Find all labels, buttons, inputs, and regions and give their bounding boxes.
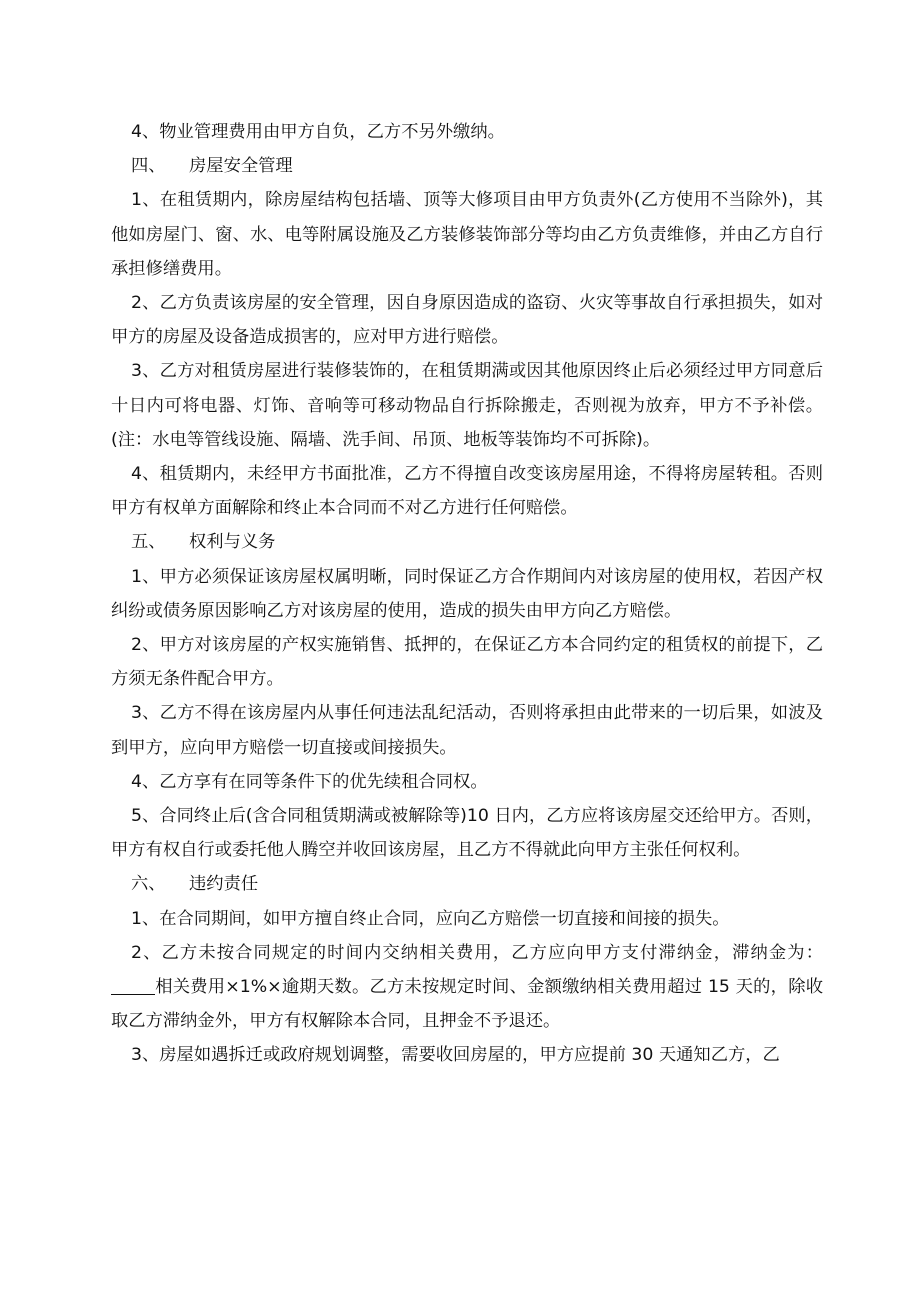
section-number: 六、 (131, 874, 166, 895)
section-5-heading (111, 525, 823, 559)
section-4-clause-4: 4、租赁期内，未经甲方书面批准，乙方不得擅自改变该房屋用途，不得将房屋转租。否则甲方有权单方面解除和终止本合同而不对乙方进行任何赔偿。 (111, 464, 823, 519)
section-6-clause-3: 3、房屋如遇拆迁或政府规划调整，需要收回房屋的，甲方应提前 30 天通知乙方，乙 (131, 1045, 780, 1066)
section-number: 五、 (131, 532, 166, 553)
clause-text-part-2: 相关费用×1%×逾期天数。乙方未按规定时间、金额缴纳相关费用超过 15 天的，除收取乙方滞纳金外，甲方有权解除本合同，且押金不予退还。 (111, 977, 823, 1032)
section-5-clause-5: 5、合同终止后(含合同租赁期满或被解除等)10 日内，乙方应将该房屋交还给甲方。否则，甲方有权自行或委托他人腾空并收回该房屋，且乙方不得就此向甲方主张任何权利。 (111, 806, 823, 861)
section-4-clause-1: 1、在租赁期内，除房屋结构包括墙、顶等大修项目由甲方负责外(乙方使用不当除外)，其他如房屋门、窗、水、电等附属设施及乙方装修装饰部分等均由乙方负责维修，并由乙方自行承担修缮费用。 (111, 190, 823, 279)
clause-text-part-1: 2、乙方未按合同规定的时间内交纳相关费用，乙方应向甲方支付滞纳金，滞纳金为： (131, 942, 823, 963)
section-number: 四、 (131, 156, 166, 177)
section-title: 房屋安全管理 (189, 156, 293, 177)
section-5-clause-3: 3、乙方不得在该房屋内从事任何违法乱纪活动，否则将承担由此带来的一切后果，如波及到甲方，应向甲方赔偿一切直接或间接损失。 (111, 703, 823, 758)
section-5-clause-4: 4、乙方享有在同等条件下的优先续租合同权。 (131, 771, 488, 792)
section-5-clause-1: 1、甲方必须保证该房屋权属明晰，同时保证乙方合作期间内对该房屋的使用权，若因产权纠纷或债务原因影响乙方对该房屋的使用，造成的损失由甲方向乙方赔偿。 (111, 566, 823, 621)
section-4-clause-2: 2、乙方负责该房屋的安全管理，因自身原因造成的盗窃、火灾等事故自行承担损失，如对甲方的房屋及设备造成损害的，应对甲方进行赔偿。 (111, 293, 823, 348)
property-fee-clause: 4、物业管理费用由甲方自负，乙方不另外缴纳。 (131, 122, 505, 142)
section-title: 权利与义务 (189, 532, 276, 553)
section-title: 违约责任 (189, 874, 259, 895)
fill-in-blank (111, 976, 155, 995)
section-6-clause-1: 1、在合同期间，如甲方擅自终止合同，应向乙方赔偿一切直接和间接的损失。 (131, 908, 730, 929)
section-5-clause-2: 2、甲方对该房屋的产权实施销售、抵押的，在保证乙方本合同约定的租赁权的前提下，乙方须无条件配合甲方。 (111, 635, 823, 690)
section-4-clause-3: 3、乙方对租赁房屋进行装修装饰的，在租赁期满或因其他原因终止后必须经过甲方同意后十日内可将电器、灯饰、音响等可移动物品自行拆除搬走，否则视为放弃，甲方不予补偿。(注：水电等管线设施、隔墙、洗手间、吊顶、地板等装饰均不可拆除)。 (111, 361, 823, 450)
section-6-heading (111, 867, 823, 901)
contract-body (111, 115, 823, 1073)
section-4-heading (111, 149, 823, 183)
section-6-clause-2 (111, 936, 823, 1039)
